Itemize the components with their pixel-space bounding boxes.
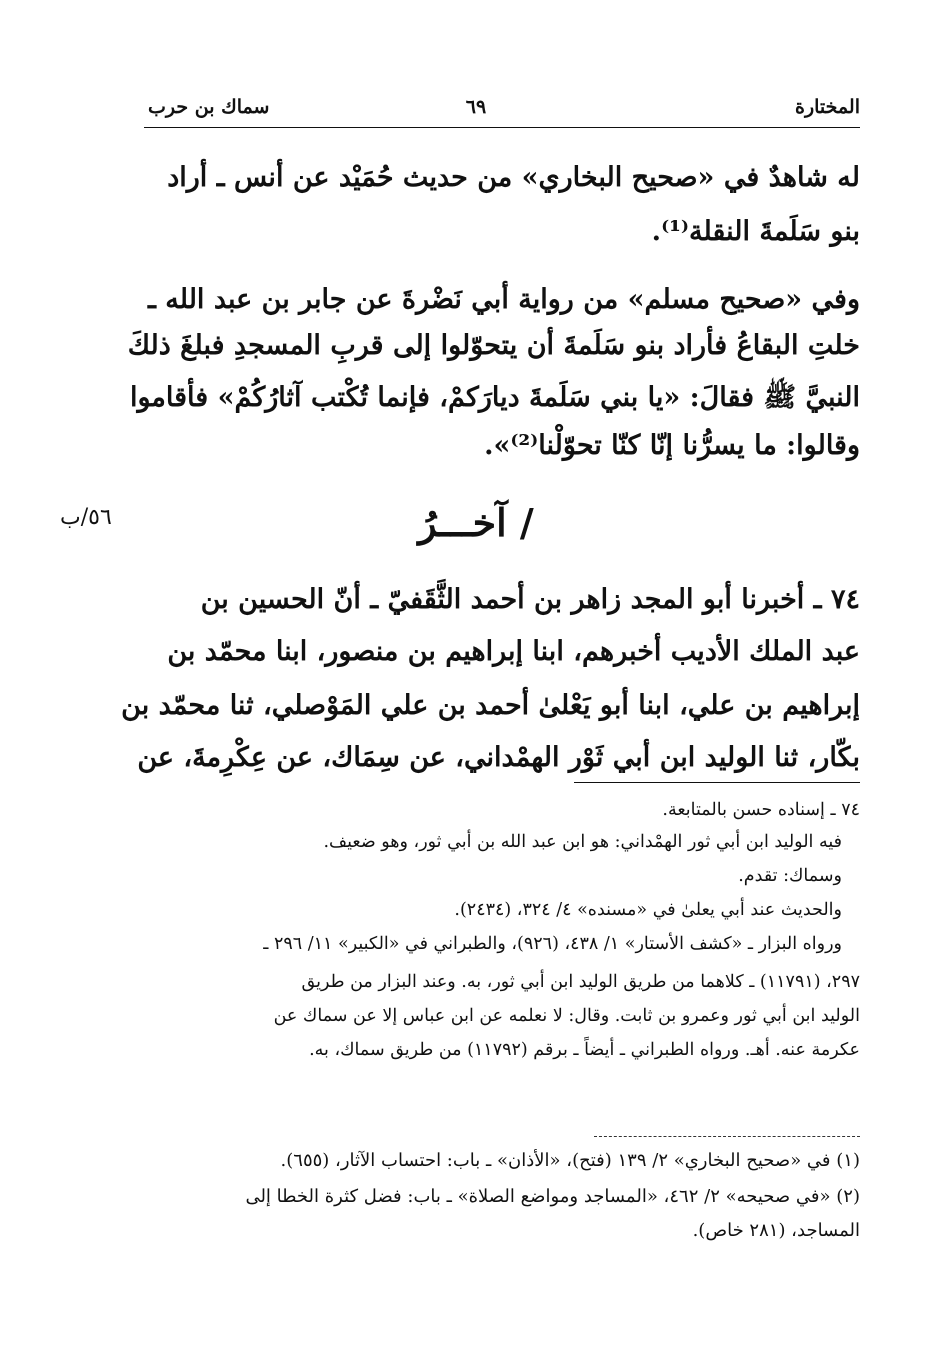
running-header-section-title: سماك بن حرب — [148, 96, 270, 118]
hadith-line: بكّار، ثنا الوليد ابن أبي ثَوْر الهمْداني، عن سِمَاك، عن عِكْرِمةَ، عن — [137, 742, 860, 773]
section-heading: / آخـــرُ — [418, 500, 534, 545]
body-line: النبيَّ ﷺ فقالَ: «يا بني سَلَمةَ ديارَكمْ، فإنما تُكْتب آثارُكُمْ» فأقاموا — [129, 382, 860, 413]
footnote-1: (١) في «صحيح البخاري» ٢/ ١٣٩ (فتح)، «الأذان» ـ باب: احتساب الآثار، (٦٥٥). — [280, 1150, 860, 1171]
body-line: بنو سَلَمةَ النقلة⁽¹⁾. — [651, 216, 860, 247]
footnote-separator — [594, 1136, 860, 1137]
notes-separator — [574, 782, 860, 783]
footnote-2: (٢) «في صحيحه» ٢/ ٤٦٢، «المساجد ومواضع الصلاة» ـ باب: فضل كثرة الخطا إلى — [245, 1186, 860, 1207]
note-line: ورواه البزار ـ «كشف الأستار» ١/ ٤٣٨، (٩٢٦)، والطبراني في «الكبير» ١١/ ٢٩٦ ـ — [263, 934, 842, 954]
footnote-2-continued: المساجد، (٢٨١ خاص). — [692, 1220, 860, 1241]
manuscript-folio-note: ٥٦/ب — [60, 505, 112, 530]
hadith-line: إبراهيم بن علي، ابنا أبو يَعْلىٰ أحمد بن علي المَوْصلي، ثنا محمّد بن — [121, 690, 860, 721]
body-line: وفي «صحيح مسلم» من رواية أبي نَضْرةَ عن جابر بن عبد الله ـ — [147, 284, 860, 315]
note-line: وسماك: تقدم. — [738, 866, 842, 886]
note-line: فيه الوليد ابن أبي ثور الهمْداني: هو ابن عبد الله بن أبي ثور، وهو ضعيف. — [323, 832, 842, 852]
hadith-line: عبد الملك الأديب أخبرهم، ابنا إبراهيم بن منصور، ابنا محمّد بن — [167, 636, 860, 667]
page-number: ٦٩ — [465, 96, 487, 118]
header-rule — [144, 127, 860, 128]
note-line: عكرمة عنه. أهـ. ورواه الطبراني ـ أيضاً ـ برقم (١١٧٩٢) من طريق سماك، به. — [309, 1040, 860, 1060]
body-line: وقالوا: ما يسرُّنا إنّا كنّا تحوّلْنا⁽²⁾». — [484, 430, 860, 461]
note-line: ٧٤ ـ إسناده حسن بالمتابعة. — [662, 800, 860, 820]
note-line: والحديث عند أبي يعلىٰ في «مسنده» ٤/ ٣٢٤، (٢٤٣٤). — [454, 900, 842, 920]
body-line: له شاهدٌ في «صحيح البخاري» من حديث حُمَيْد عن أنس ـ أراد — [167, 162, 860, 193]
note-line: الوليد ابن أبي ثور وعمرو بن ثابت. وقال: لا نعلمه عن ابن عباس إلا عن سماك عن — [273, 1006, 860, 1026]
body-line: خلتِ البقاعُ فأراد بنو سَلَمةَ أن يتحوّلوا إلى قربِ المسجدِ فبلغَ ذلكَ — [127, 330, 860, 361]
running-header-book-title: المختارة — [795, 96, 860, 118]
note-line: ٢٩٧، (١١٧٩١) ـ كلاهما من طريق الوليد ابن أبي ثور، به. وعند البزار من طريق — [301, 972, 860, 992]
hadith-line: ٧٤ ـ أخبرنا أبو المجد زاهر بن أحمد الثَّقَفيّ ـ أنّ الحسين بن — [200, 584, 860, 615]
